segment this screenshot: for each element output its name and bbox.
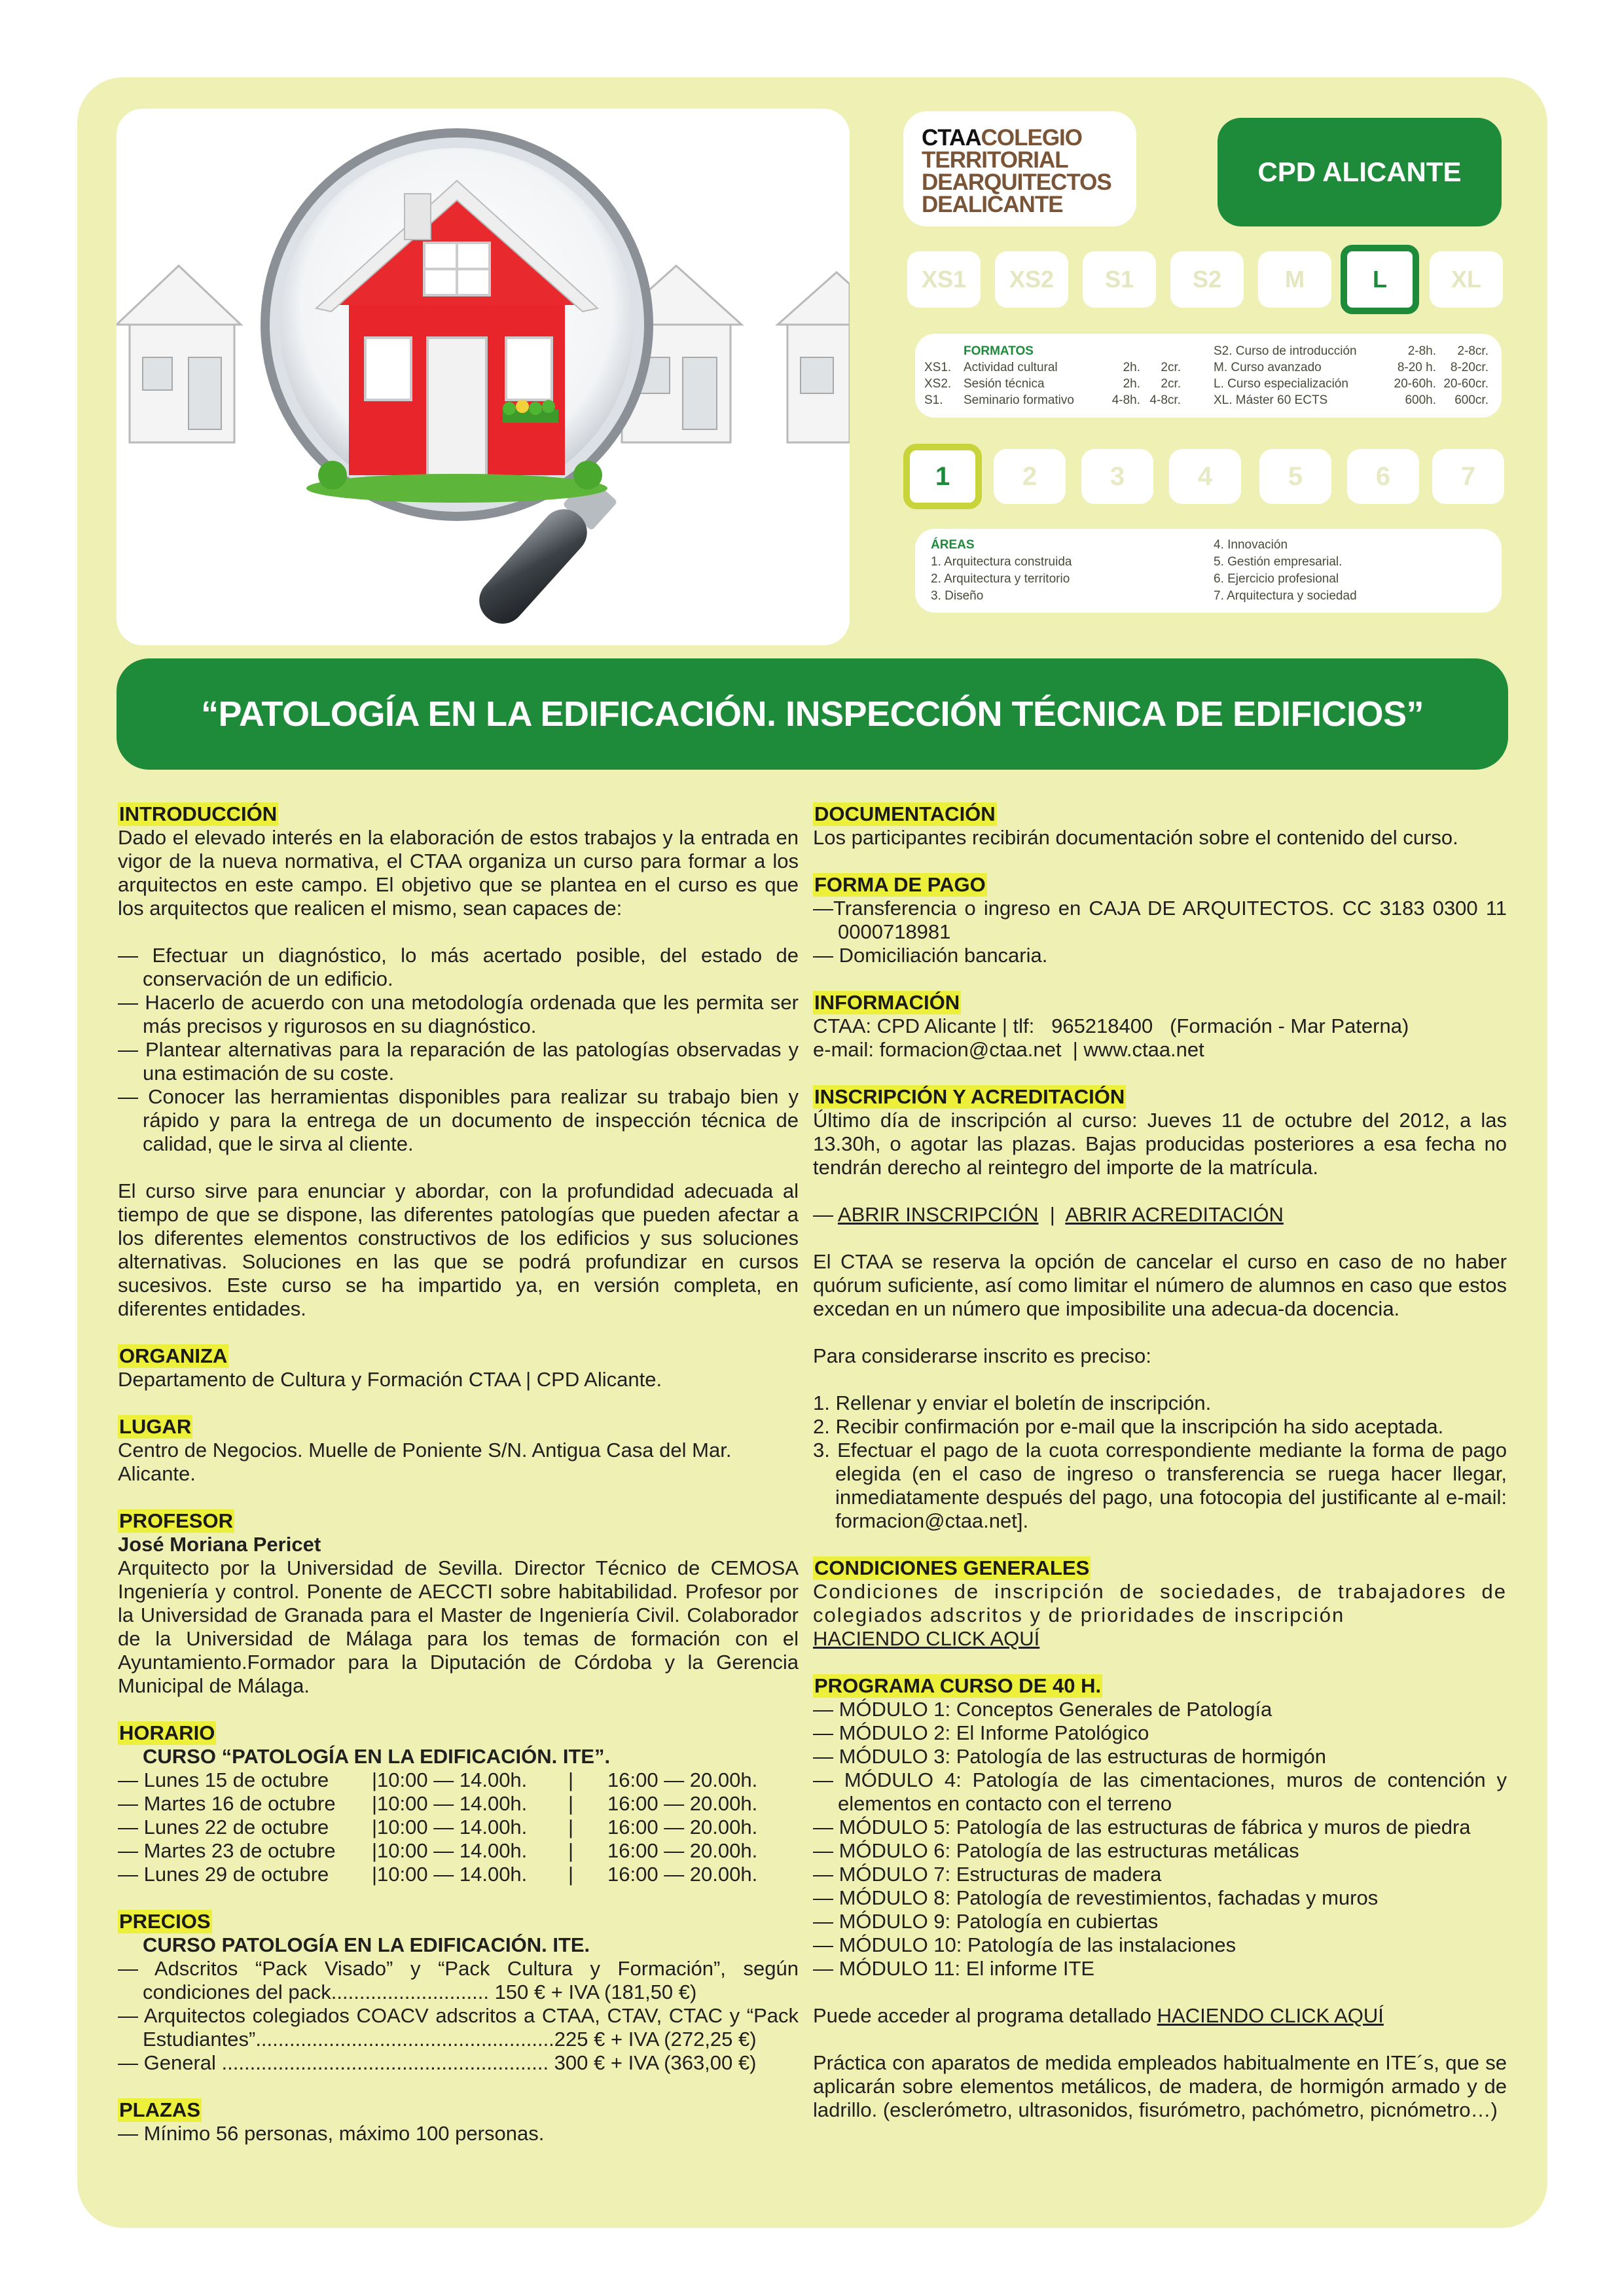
format-chip-xl: XL — [1430, 251, 1503, 308]
section-heading-plazas: PLAZAS — [119, 2098, 200, 2121]
format-row: S1. Seminario formativo 4-8h. 4-8cr. — [924, 393, 1181, 407]
areas-title: ÁREAS — [931, 538, 975, 552]
area-item: 5. Gestión empresarial. — [1214, 555, 1343, 569]
pago-item: — Domiciliación bancaria. — [813, 944, 1048, 967]
precio-item: — Adscritos “Pack Visado” y “Pack Cultura y Formación”, según condiciones del pack............................ 150 € + IVA (181,50 €) — [118, 1957, 799, 2003]
magnifier-house-illustration — [117, 109, 850, 645]
plazas-text: — Mínimo 56 personas, máximo 100 personas. — [118, 2122, 545, 2145]
intro-item: — Hacerlo de acuerdo con una metodología ordenada que les permita ser más precisos y rigurosos en su diagnóstico. — [118, 991, 799, 1037]
area-chip-7: 7 — [1432, 449, 1504, 504]
section-heading-lugar: LUGAR — [119, 1415, 192, 1438]
section-heading-condiciones: CONDICIONES GENERALES — [814, 1556, 1090, 1579]
horario-course: CURSO “PATOLOGÍA EN LA EDIFICACIÓN. ITE”. — [143, 1745, 611, 1768]
module-item: — MÓDULO 9: Patología en cubiertas — [813, 1910, 1159, 1933]
profesor-bio: Arquitecto por la Universidad de Sevilla. Director Técnico de CEMOSA Ingeniería y control. Ponente de AECCTI sobre habitabilidad. Profesor por la Universidad de Granada para el Master de Ingeniería Civil. Colaborador de la Universidad de Málaga para los temas de formación con el Ayuntamiento.Formador para la Diputación de Córdoba y la Gerencia Municipal de Málaga. — [118, 1556, 799, 1697]
programa-detalle: Puede acceder al programa detallado HACIENDO CLICK AQUÍ — [813, 2004, 1384, 2027]
reserva-text: El CTAA se reserva la opción de cancelar el curso en caso de no haber quórum suficiente, así como limitar el número de alumnos en caso que estos excedan en un número que imposibilite una adecua-da docencia. — [813, 1250, 1507, 1320]
ctaa-logo — [903, 111, 1136, 226]
inscripcion-text: Último día de inscripción al curso: Jueves 11 de octubre del 2012, a las 13.30h, o agotar las plazas. Bajas producidas posteriores a esa fecha no tendrán derecho al reintegro del importe de la matrícula. — [813, 1109, 1507, 1179]
module-item: — MÓDULO 11: El informe ITE — [813, 1957, 1095, 1980]
area-item: 6. Ejercicio profesional — [1214, 572, 1339, 586]
area-item: 1. Arquitectura construida — [931, 555, 1072, 569]
intro-paragraph-2: El curso sirve para enunciar y abordar, con la profundidad adecuada al tiempo de que se dispone, las diferentes patologías que pueden afectar a los diferentes elementos constructivos de los edificios y sus soluciones alternativas. Soluciones en las que se podrá profundizar en cursos sucesivos. Este curso se ha impartido ya, en versión completa, en diferentes entidades. — [118, 1179, 799, 1320]
flyer-sheet — [77, 77, 1547, 2228]
area-chip-3: 3 — [1081, 449, 1153, 504]
section-heading-programa: PROGRAMA CURSO DE 40 H. — [814, 1674, 1102, 1697]
area-chip-2: 2 — [994, 449, 1066, 504]
area-chip-4: 4 — [1169, 449, 1241, 504]
intro-item: — Plantear alternativas para la reparación de las patologías observadas y una estimación de su coste. — [118, 1038, 799, 1085]
section-heading-documentacion: DOCUMENTACIÓN — [814, 802, 996, 825]
module-item: — MÓDULO 3: Patología de las estructuras de hormigón — [813, 1745, 1326, 1768]
format-chip-m: M — [1258, 251, 1331, 308]
course-title: “PATOLOGÍA EN LA EDIFICACIÓN. INSPECCIÓN TÉCNICA DE EDIFICIOS” — [117, 658, 1508, 770]
precio-item: — Arquitectos colegiados COACV adscritos a CTAA, CTAV, CTAC y “Pack Estudiantes”.....................................................225 € + IVA (272,25 €) — [118, 2004, 799, 2051]
horario-row: — Lunes 29 de octubre |10:00 — 14.00h. | 16:00 — 20.00h. — [118, 1863, 758, 1886]
module-item: — MÓDULO 6: Patología de las estructuras metálicas — [813, 1839, 1299, 1862]
area-item: 4. Innovación — [1214, 538, 1288, 552]
area-item: 2. Arquitectura y territorio — [931, 572, 1070, 586]
format-row: L. Curso especialización 20-60h. 20-60cr. — [1214, 377, 1489, 391]
programa-link[interactable]: HACIENDO CLICK AQUÍ — [1157, 2004, 1384, 2027]
horario-row: — Martes 23 de octubre |10:00 — 14.00h. | 16:00 — 20.00h. — [118, 1839, 758, 1862]
format-chip-l-selected: L — [1341, 245, 1419, 314]
section-heading-informacion: INFORMACIÓN — [814, 991, 960, 1014]
step-item: 2. Recibir confirmación por e-mail que la inscripción ha sido aceptada. — [813, 1415, 1444, 1438]
module-item: — MÓDULO 4: Patología de las cimentaciones, muros de contención y elementos en contacto con el terreno — [813, 1768, 1507, 1815]
format-chip-xs1: XS1 — [907, 251, 981, 308]
intro-item: — Efectuar un diagnóstico, lo más acertado posible, del estado de conservación de un edificio. — [118, 944, 799, 990]
abrir-acreditacion-link[interactable]: ABRIR ACREDITACIÓN — [1065, 1203, 1284, 1226]
module-item: — MÓDULO 1: Conceptos Generales de Patología — [813, 1698, 1272, 1721]
area-chip-1-selected: 1 — [903, 444, 982, 509]
format-row: M. Curso avanzado 8-20 h. 8-20cr. — [1214, 361, 1489, 374]
area-chip-5: 5 — [1259, 449, 1331, 504]
format-chip-xs2: XS2 — [995, 251, 1068, 308]
areas-legend — [915, 529, 1502, 613]
format-row: XS1. Actividad cultural 2h. 2cr. — [924, 361, 1181, 374]
condiciones-text: Condiciones de inscripción de sociedades, de trabajadores de colegiados adscritos y de prioridades de inscripción — [813, 1580, 1507, 1626]
organiza-text: Departamento de Cultura y Formación CTAA | CPD Alicante. — [118, 1368, 662, 1391]
area-item: 7. Arquitectura y sociedad — [1214, 589, 1357, 603]
profesor-name: José Moriana Pericet — [118, 1533, 321, 1556]
section-heading-introduccion: INTRODUCCIÓN — [119, 802, 278, 825]
logo-line: TERRITORIAL — [922, 147, 1068, 173]
module-item: — MÓDULO 7: Estructuras de madera — [813, 1863, 1162, 1886]
inscripcion-links: — ABRIR INSCRIPCIÓN | ABRIR ACREDITACIÓN — [813, 1203, 1284, 1226]
logo-line — [922, 127, 1118, 149]
horario-row: — Lunes 15 de octubre |10:00 — 14.00h. | 16:00 — 20.00h. — [118, 1768, 758, 1791]
horario-row: — Martes 16 de octubre |10:00 — 14.00h. | 16:00 — 20.00h. — [118, 1792, 758, 1815]
module-item: — MÓDULO 10: Patología de las instalaciones — [813, 1933, 1236, 1956]
section-heading-organiza: ORGANIZA — [119, 1344, 228, 1367]
pago-item: —Transferencia o ingreso en CAJA DE ARQUITECTOS. CC 3183 0300 11 0000718981 — [813, 897, 1507, 943]
right-column — [813, 802, 1507, 2145]
format-chip-s2: S2 — [1170, 251, 1244, 308]
precios-course: CURSO PATOLOGÍA EN LA EDIFICACIÓN. ITE. — [143, 1933, 590, 1956]
abrir-inscripcion-link[interactable]: ABRIR INSCRIPCIÓN — [837, 1203, 1039, 1226]
practica-text: Práctica con aparatos de medida empleados habitualmente en ITE´s, que se aplicarán sobre elementos metálicos, de madera, de hormigón armado y de ladrillo. (esclerómetro, ultrasonidos, fisurómetro, pachómetro, picnómetro…) — [813, 2051, 1507, 2121]
area-item: 3. Diseño — [931, 589, 984, 603]
info-contact: CTAA: CPD Alicante | tlf: 965218400 (Formación - Mar Paterna) — [813, 1014, 1409, 1037]
logo-ctaa-text: CTAA — [922, 125, 981, 151]
info-email: e-mail: formacion@ctaa.net | www.ctaa.net — [813, 1038, 1204, 1061]
step-item: 3. Efectuar el pago de la cuota correspondiente mediante la forma de pago elegida (en el caso de ingreso o transferencia se ruega hacer llegar, inmediatamente después del pago, una fotocopia del justificante al e-mail: formacion@ctaa.net]. — [813, 1439, 1507, 1532]
format-row: XS2. Sesión técnica 2h. 2cr. — [924, 377, 1181, 391]
logo-text: COLEGIO — [981, 125, 1083, 151]
horario-row: — Lunes 22 de octubre |10:00 — 14.00h. | 16:00 — 20.00h. — [118, 1816, 758, 1839]
precio-item: — General .......................................................... 300 € + IVA (363,00 €) — [118, 2051, 757, 2074]
documentacion-text: Los participantes recibirán documentación sobre el contenido del curso. — [813, 826, 1458, 849]
lugar-text: Centro de Negocios. Muelle de Poniente S/N. Antigua Casa del Mar. Alicante. — [118, 1439, 732, 1485]
condiciones-link[interactable]: HACIENDO CLICK AQUÍ — [813, 1627, 1040, 1650]
section-heading-inscripcion: INSCRIPCIÓN Y ACREDITACIÓN — [814, 1085, 1125, 1108]
format-chip-s1: S1 — [1083, 251, 1156, 308]
area-chip-6: 6 — [1347, 449, 1419, 504]
format-row: XL. Máster 60 ECTS 600h. 600cr. — [1214, 393, 1489, 407]
intro-item: — Conocer las herramientas disponibles para realizar su trabajo bien y rápido y para la entrega de un documento de inspección técnica de calidad, que le sirva al cliente. — [118, 1085, 799, 1155]
section-heading-forma-de-pago: FORMA DE PAGO — [814, 873, 986, 896]
logo-line: DEALICANTE — [922, 192, 1063, 217]
module-item: — MÓDULO 5: Patología de las estructuras de fábrica y muros de piedra — [813, 1816, 1471, 1839]
format-row: S2. Curso de introducción 2-8h. 2-8cr. — [1214, 344, 1489, 358]
hero-illustration — [117, 109, 850, 645]
formats-title: FORMATOS — [964, 344, 1034, 358]
section-heading-horario: HORARIO — [119, 1721, 215, 1744]
module-item: — MÓDULO 2: El Informe Patológico — [813, 1721, 1149, 1744]
module-item: — MÓDULO 8: Patología de revestimientos, fachadas y muros — [813, 1886, 1379, 1909]
cpd-badge: CPD ALICANTE — [1218, 118, 1502, 226]
step-item: 1. Rellenar y enviar el boletín de inscripción. — [813, 1391, 1212, 1414]
section-heading-precios: PRECIOS — [119, 1910, 211, 1933]
formats-legend — [915, 334, 1502, 418]
logo-line: DEARQUITECTOS — [922, 170, 1111, 195]
section-heading-profesor: PROFESOR — [119, 1509, 233, 1532]
left-column — [118, 802, 799, 2169]
considerar-text: Para considerarse inscrito es preciso: — [813, 1344, 1151, 1367]
intro-paragraph: Dado el elevado interés en la elaboración de estos trabajos y la entrada en vigor de la nueva normativa, el CTAA organiza un curso para formar a los arquitectos en este campo. El objetivo que se plantea en el curso es que los arquitectos que realicen el mismo, sean capaces de: — [118, 826, 799, 920]
